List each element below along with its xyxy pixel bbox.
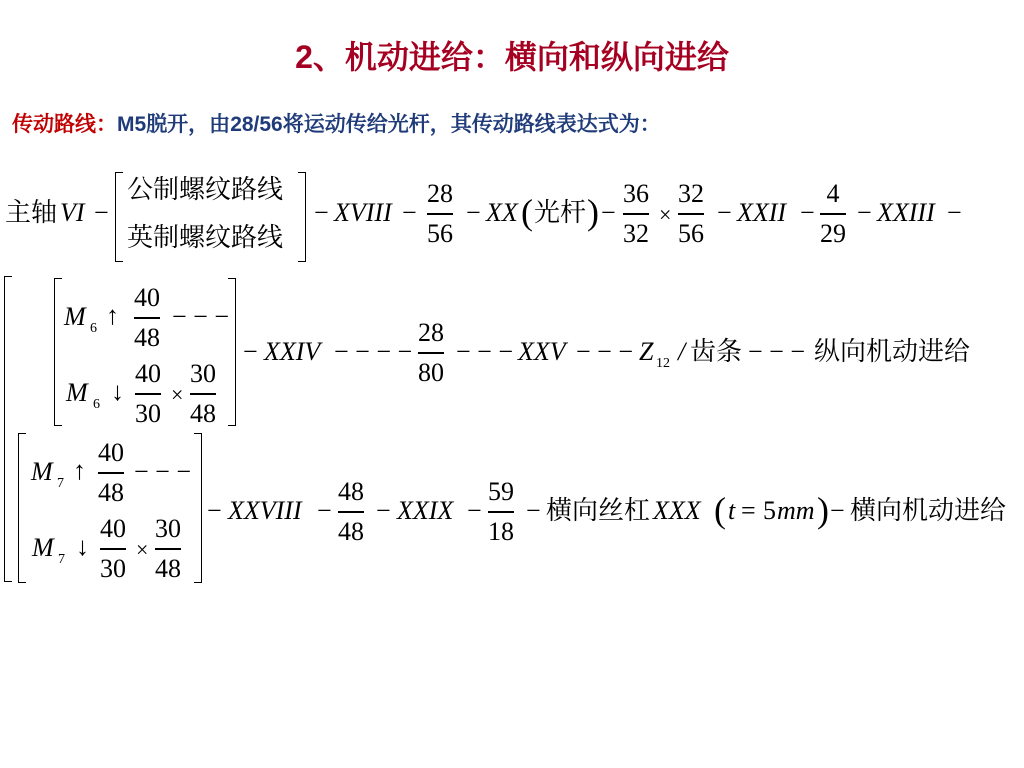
dashes: − − − <box>456 337 513 366</box>
shaft-label: VI <box>60 198 85 227</box>
shaft-label: XXIII <box>877 198 935 227</box>
pitch-variable: t <box>728 496 736 525</box>
subtitle-text: 将运动传给光杆，其传动路线表达式为： <box>282 113 661 136</box>
right-paren: ) <box>817 490 829 530</box>
equals-sign: = <box>741 496 756 525</box>
fraction-numerator: 32 <box>678 179 704 208</box>
shaft-label: XXV <box>518 337 566 366</box>
minus-sign: − <box>402 198 417 227</box>
fraction-numerator: 40 <box>100 514 126 543</box>
clutch-label: M <box>31 457 53 486</box>
gear-ratio <box>96 440 126 506</box>
right-paren: ) <box>587 192 599 232</box>
subtitle <box>12 112 661 137</box>
gear-ratio <box>676 181 706 247</box>
gear-ratio <box>486 479 516 545</box>
fraction-numerator: 30 <box>155 514 181 543</box>
fraction-bar <box>190 393 216 395</box>
right-bracket <box>228 278 236 426</box>
dashes: − − − <box>172 302 229 331</box>
lead-screw-label: 横向丝杠 <box>546 496 651 525</box>
dashes: − − − <box>748 337 805 366</box>
dashes: − − − <box>134 457 191 486</box>
minus-sign: − <box>601 198 616 227</box>
minus-sign: − <box>717 198 732 227</box>
minus-sign: − <box>467 496 482 525</box>
minus-sign: − <box>466 198 481 227</box>
gear-ratio <box>416 320 446 386</box>
fraction-denominator: 48 <box>338 516 364 546</box>
clutch-label: M <box>32 533 54 562</box>
clutch-subscript: 6 <box>90 321 97 336</box>
fraction-bar <box>678 213 704 215</box>
outer-left-bracket <box>4 276 12 582</box>
minus-sign: − <box>830 496 845 525</box>
clutch-subscript: 7 <box>57 476 64 491</box>
fraction-bar <box>98 472 124 474</box>
fraction-denominator: 48 <box>98 477 124 507</box>
fraction-bar <box>427 213 453 215</box>
pitch-value: 5 <box>763 496 776 525</box>
subtitle-label: 传动路线： <box>12 113 117 136</box>
left-bracket <box>115 172 123 262</box>
fraction-numerator: 40 <box>98 438 124 467</box>
minus-sign: − <box>526 496 541 525</box>
shaft-label: XXIV <box>264 337 321 366</box>
dashes: − − − − <box>334 337 413 366</box>
fraction-bar <box>488 511 514 513</box>
fraction-bar <box>135 393 161 395</box>
fraction-denominator: 18 <box>488 516 514 546</box>
shaft-label: XXX <box>653 496 701 525</box>
left-paren: ( <box>521 192 533 232</box>
fraction-denominator: 32 <box>623 218 649 248</box>
times-sign: × <box>171 382 184 407</box>
gear-ratio <box>425 181 455 247</box>
fraction-bar <box>134 317 160 319</box>
imperial-thread-route: 英制螺纹路线 <box>127 223 284 252</box>
pinion-label: Z <box>639 337 654 366</box>
minus-sign: − <box>857 198 872 227</box>
fraction-numerator: 28 <box>427 179 453 208</box>
up-arrow-icon: ↑ <box>73 456 86 485</box>
left-bracket <box>18 433 26 583</box>
left-paren: ( <box>714 490 726 530</box>
fraction-bar <box>338 511 364 513</box>
gear-ratio <box>336 479 366 545</box>
right-bracket <box>298 172 306 262</box>
gear-ratio <box>153 516 183 582</box>
fraction-bar <box>418 352 444 354</box>
gear-ratio <box>188 361 218 427</box>
times-sign: × <box>659 202 672 227</box>
left-bracket <box>54 278 62 426</box>
rack-label: 齿条 <box>690 337 743 366</box>
minus-sign: − <box>317 496 332 525</box>
fraction-bar <box>623 213 649 215</box>
minus-sign: − <box>800 198 815 227</box>
up-arrow-icon: ↑ <box>106 301 119 330</box>
fraction-denominator: 56 <box>678 218 704 248</box>
fraction-numerator: 40 <box>134 283 160 312</box>
fraction-denominator: 30 <box>135 398 161 428</box>
fraction-numerator: 28 <box>418 318 444 347</box>
clutch-subscript: 6 <box>93 397 100 412</box>
subtitle-clutch: M5 <box>117 113 147 136</box>
shaft-label: XVIII <box>334 198 392 227</box>
shaft-label: XXII <box>737 198 787 227</box>
fraction-bar <box>820 213 846 215</box>
minus-sign: − <box>243 337 258 366</box>
shaft-label: XXVIII <box>228 496 302 525</box>
fraction-denominator: 30 <box>100 553 126 583</box>
fraction-denominator: 56 <box>427 218 453 248</box>
shaft-label: XX <box>486 198 518 227</box>
minus-sign: − <box>94 198 109 227</box>
gear-ratio <box>98 516 128 582</box>
minus-sign: − <box>376 496 391 525</box>
fraction-denominator: 80 <box>418 357 444 387</box>
minus-sign: − <box>314 198 329 227</box>
down-arrow-icon: ↓ <box>111 377 124 406</box>
fraction-bar <box>155 548 181 550</box>
cross-feed-result: 横向机动进给 <box>850 496 1007 525</box>
down-arrow-icon: ↓ <box>76 532 89 561</box>
fraction-denominator: 48 <box>134 322 160 352</box>
metric-thread-route: 公制螺纹路线 <box>127 175 284 204</box>
gear-ratio <box>621 181 651 247</box>
fraction-numerator: 4 <box>826 179 840 208</box>
clutch-subscript: 7 <box>58 552 65 567</box>
subtitle-ratio: 28/56 <box>230 113 283 136</box>
fraction-denominator: 29 <box>820 218 846 248</box>
fraction-numerator: 48 <box>338 477 364 506</box>
subtitle-text: 脱开，由 <box>146 113 231 136</box>
gear-ratio <box>818 181 848 247</box>
minus-sign: − <box>207 496 222 525</box>
fraction-denominator: 48 <box>190 398 216 428</box>
pitch-unit: mm <box>777 496 815 525</box>
clutch-label: M <box>66 378 88 407</box>
slide-title: 2、机动进给：横向和纵向进给 <box>295 39 729 75</box>
gear-ratio <box>133 361 163 427</box>
longitudinal-feed-result: 纵向机动进给 <box>814 337 971 366</box>
right-bracket <box>194 433 202 583</box>
gear-ratio <box>132 285 162 351</box>
slash: / <box>678 337 686 366</box>
clutch-label: M <box>64 302 86 331</box>
dashes: − − − <box>576 337 633 366</box>
shaft-label: XXIX <box>397 496 454 525</box>
fraction-numerator: 59 <box>488 477 514 506</box>
pinion-subscript: 12 <box>656 356 670 371</box>
fraction-bar <box>100 548 126 550</box>
minus-sign: − <box>947 198 962 227</box>
fraction-numerator: 40 <box>135 359 161 388</box>
spindle-label: 主轴 <box>5 198 58 227</box>
fraction-numerator: 36 <box>623 179 649 208</box>
fraction-denominator: 48 <box>155 553 181 583</box>
fraction-numerator: 30 <box>190 359 216 388</box>
times-sign: × <box>136 537 149 562</box>
feed-rod-label: 光杆 <box>534 198 587 227</box>
